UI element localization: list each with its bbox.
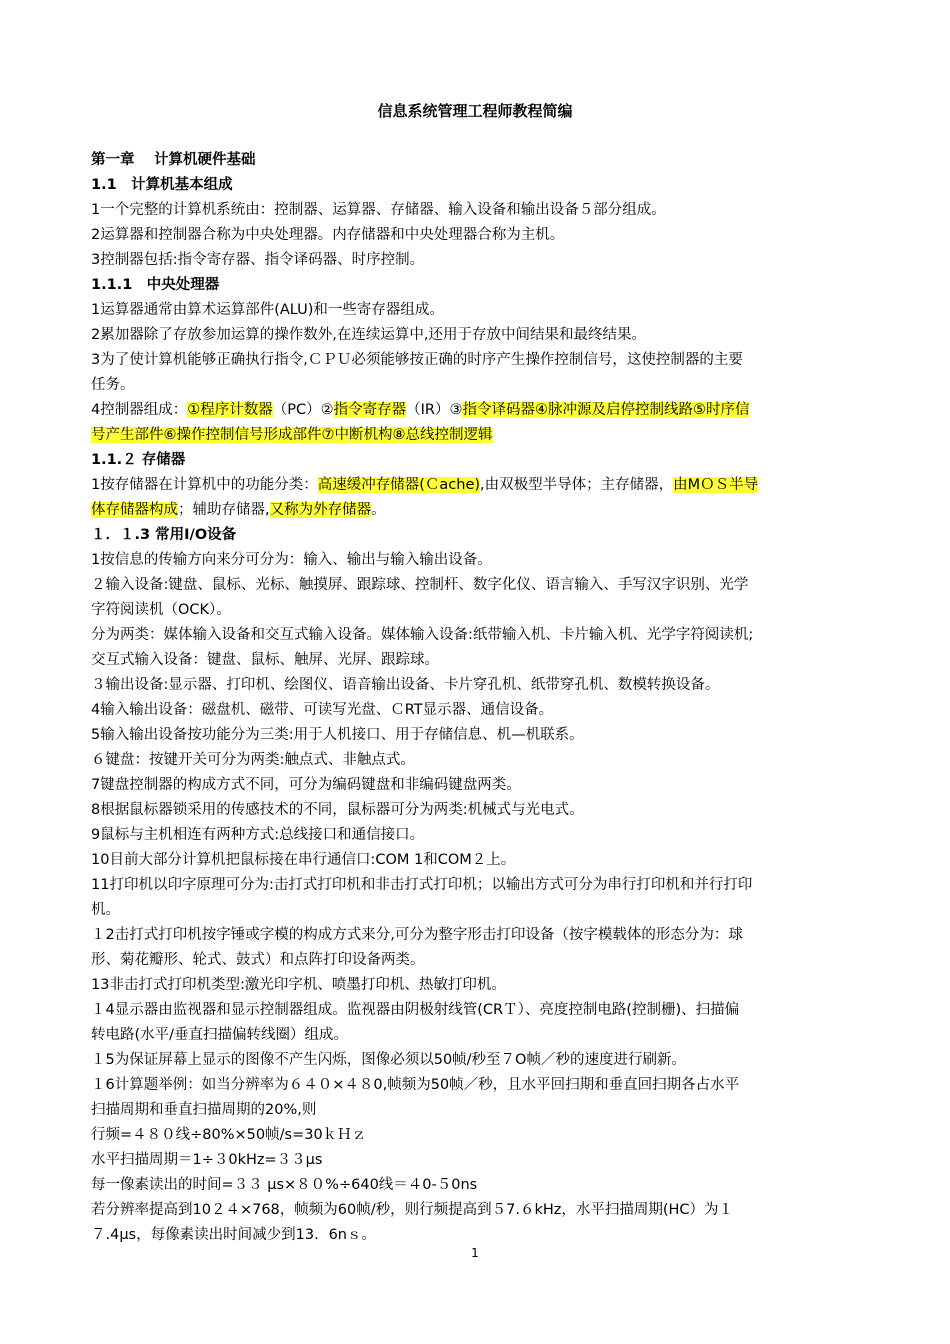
paragraph (91, 400, 871, 420)
paragraph: １6计算题举例：如当分辨率为６４０×４８0,帧频为50帧／秒，且水平回扫期和垂直回扫期各占水平 (91, 1077, 740, 1093)
text-run: 4控制器组成： (91, 402, 188, 418)
text-run: 1按存储器在计算机中的功能分类： (91, 477, 318, 493)
paragraph: １4显示器由监视器和显示控制器组成。监视器由阴极射线管(CRＴ）、亮度控制电路(控制栅)、扫描偏 (91, 1002, 740, 1018)
paragraph: 2累加器除了存放参加运算的操作数外,在连续运算中,还用于存放中间结果和最终结果。 (91, 327, 646, 343)
paragraph: ６键盘：按键开关可分为两类:触点式、非触点式。 (91, 752, 415, 768)
paragraph: 每一像素读出的时间=３３ μs×８０%÷640线＝４0-５0ns (91, 1177, 478, 1193)
text-run: ,由双极型半导体；主存储器， (480, 477, 674, 493)
paragraph: 若分辨率提高到10２４×768，帧频为60帧/秒，则行频提高到５7.６kHz，水平扫描周期(HC）为１ (91, 1202, 734, 1218)
highlighted-text: ①程序计数器 (187, 402, 273, 418)
paragraph: 3为了使计算机能够正确执行指令,ＣＰＵ必须能够按正确的时序产生操作控制信号，这使控制器的主要 (91, 352, 743, 368)
paragraph: 交互式输入设备：键盘、鼠标、触屏、光屏、跟踪球。 (91, 652, 439, 668)
highlighted-text: 又称为外存储器 (269, 502, 372, 518)
paragraph: 水平扫描周期＝1÷３0kHz=３３μs (91, 1152, 323, 1168)
paragraph: 11打印机以印字原理可分为:击打式打印机和非击打式打印机；以输出方式可分为串行打印机和并行打印 (91, 877, 753, 893)
highlighted-text: 指令译码器④脉冲源及启停控制线路⑤时序信 (462, 402, 750, 418)
paragraph: 分为两类：媒体输入设备和交互式输入设备。媒体输入设备:纸带输入机、卡片输入机、光学字符阅读机; (91, 627, 754, 643)
paragraph: 任务。 (91, 377, 135, 393)
paragraph: 10目前大部分计算机把鼠标接在串行通信口:COM 1和COM２上。 (91, 852, 516, 868)
paragraph: 9鼠标与主机相连有两种方式:总线接口和通信接口。 (91, 827, 425, 843)
paragraph: 13非击打式打印机类型:激光印字机、喷墨打印机、热敏打印机。 (91, 977, 506, 993)
paragraph: １5为保证屏幕上显示的图像不产生闪烁，图像必须以50帧/秒至７O帧／秒的速度进行刷新。 (91, 1052, 686, 1068)
section-heading-1-1-1: 1.1.1 中央处理器 (91, 277, 220, 293)
paragraph: 扫描周期和垂直扫描周期的20%,则 (91, 1102, 317, 1118)
paragraph: ２输入设备:键盘、鼠标、光标、触摸屏、跟踪球、控制杆、数字化仪、语言输入、手写汉字识别、光学 (91, 577, 749, 593)
paragraph (91, 475, 871, 495)
paragraph: 3控制器包括:指令寄存器、指令译码器、时序控制。 (91, 252, 425, 268)
paragraph: １2击打式打印机按字锤或字模的构成方式来分,可分为整字形击打印设备（按字模载体的形态分为：球 (91, 927, 743, 943)
paragraph: 转电路(水平/垂直扫描偏转线圈）组成。 (91, 1027, 349, 1043)
text-run: （IR）③ (406, 402, 463, 418)
paragraph: 7键盘控制器的构成方式不同，可分为编码键盘和非编码键盘两类。 (91, 777, 521, 793)
paragraph: 1按信息的传输方向来分可分为：输入、输出与输入输出设备。 (91, 552, 492, 568)
highlighted-text: 体存储器构成 (91, 502, 178, 518)
document-title: 信息系统管理工程师教程简编 (377, 102, 573, 120)
section-heading-1-1-2: 1.1.２ 存储器 (91, 452, 186, 468)
paragraph: ７.4μs，每像素读出时间减少到13．6nｓ。 (91, 1227, 376, 1243)
paragraph: 1运算器通常由算术运算部件(ALU)和一些寄存器组成。 (91, 302, 444, 318)
paragraph: 字符阅读机（OCK）。 (91, 602, 231, 618)
paragraph (91, 500, 871, 520)
page-number: 1 (471, 1246, 479, 1260)
highlighted-text: 由MＯＳ半导 (673, 477, 759, 493)
paragraph: 5输入输出设备按功能分为三类:用于人机接口、用于存储信息、机—机联系。 (91, 727, 584, 743)
paragraph: 机。 (91, 902, 120, 918)
paragraph: 形、菊花瓣形、轮式、鼓式）和点阵打印设备两类。 (91, 952, 425, 968)
highlighted-text: 号产生部件⑥操作控制信号形成部件⑦中断机构⑧总线控制逻辑 (91, 427, 493, 443)
paragraph: ３输出设备:显示器、打印机、绘图仪、语音输出设备、卡片穿孔机、纸带穿孔机、数模转换设备。 (91, 677, 720, 693)
paragraph: 8根据鼠标器锁采用的传感技术的不同，鼠标器可分为两类:机械式与光电式。 (91, 802, 584, 818)
highlighted-text: 指令寄存器 (333, 402, 407, 418)
section-heading-1-1-3: １．１.3 常用I/O设备 (91, 527, 237, 543)
text-run: ；辅助存储器, (178, 502, 270, 518)
highlighted-text: 高速缓冲存储器(Ｃache) (317, 477, 481, 493)
paragraph: 行频=４８０线÷80%×50帧/s=30ｋＨｚ (91, 1127, 367, 1143)
paragraph (91, 425, 871, 445)
text-run: （PC）② (272, 402, 334, 418)
text-run: 。 (371, 502, 386, 518)
section-heading-1-1: 1.1 计算机基本组成 (91, 177, 233, 193)
paragraph: 2运算器和控制器合称为中央处理器。内存储器和中央处理器合称为主机。 (91, 227, 565, 243)
chapter-heading: 第一章 计算机硬件基础 (91, 152, 256, 168)
paragraph: 4输入输出设备：磁盘机、磁带、可读写光盘、ＣRT显示器、通信设备。 (91, 702, 554, 718)
paragraph: 1一个完整的计算机系统由：控制器、运算器、存储器、输入设备和输出设备５部分组成。 (91, 202, 666, 218)
